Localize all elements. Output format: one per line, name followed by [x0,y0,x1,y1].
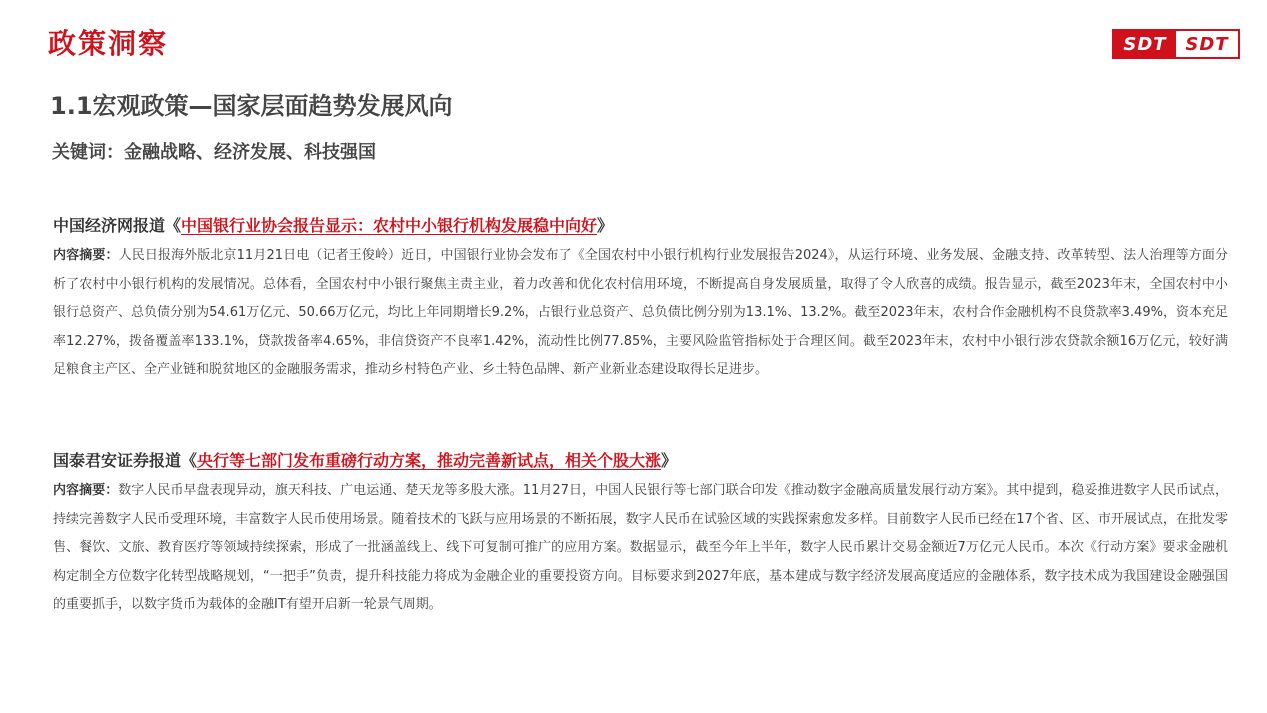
news-article [53,212,1228,385]
summary-text: 人民日报海外版北京11月21日电（记者王俊岭）近日，中国银行业协会发布了《全国农村中小银行机构行业发展报告2024》，从运行环境、业务发展、金融支持、改革转型、法人治理等方面分析了农村中小银行机构的发展情况。总体看，全国农村中小银行聚焦主责主业，着力改善和优化农村信用环境，不断提高自身发展质量，取得了令人欣喜的成绩。报告显示，截至2023年末，全国农村中小银行总资产、总负债分别为54.61万亿元、50.66万亿元，均比上年同期增长9.2%，占银行业总资产、总负债比例分别为13.1%、13.2%。截至2023年末，农村合作金融机构不良贷款率3.49%，资本充足率12.27%，拨备覆盖率133.1%，贷款拨备率4.65%，非信贷资产不良率1.42%，流动性比例77.85%，主要风险监管指标处于合理区间。截至2023年末，农村中小银行涉农贷款余额16万亿元，较好满足粮食主产区、全产业链和脱贫地区的金融服务需求，推动乡村特色产业、乡土特色品牌、新产业新业态建设取得长足进步。 [53,248,1228,377]
section-heading: 1.1宏观政策—国家层面趋势发展风向 [50,92,453,120]
article-headline [53,447,1228,475]
article-title-link[interactable]: 央行等七部门发布重磅行动方案，推动完善新试点，相关个股大涨 [197,451,662,470]
summary-text: 数字人民币早盘表现异动，旗天科技、广电运通、楚天龙等多股大涨。11月27日，中国人民银行等七部门联合印发《推动数字金融高质量发展行动方案》。其中提到，稳妥推进数字人民币试点，持续完善数字人民币受理环境，丰富数字人民币使用场景。随着技术的飞跃与应用场景的不断拓展，数字人民币在试验区域的实践探索愈发多样。目前数字人民币已经在17个省、区、市开展试点，在批发零售、餐饮、文旅、教育医疗等领域持续探索，形成了一批涵盖线上、线下可复制可推广的应用方案。数据显示，截至今年上半年，数字人民币累计交易金额近7万亿元人民币。本次《行动方案》要求金融机构定制全方位数字化转型战略规划，“一把手”负责，提升科技能力将成为金融企业的重要投资方向。目标要求到2027年底，基本建成与数字经济发展高度适应的金融体系，数字技术成为我国建设金融强国的重要抓手，以数字货币为载体的金融IT有望开启新一轮景气周期。 [53,483,1228,612]
article-source: 中国经济网报道《 [53,216,182,235]
company-logo [1112,29,1240,59]
article-summary [53,242,1228,385]
page-title: 政策洞察 [48,27,169,60]
article-headline [53,212,1228,240]
article-summary [53,477,1228,620]
summary-label: 内容摘要： [53,248,119,263]
news-article [53,447,1228,620]
article-source-close: 》 [597,216,614,235]
summary-label: 内容摘要： [53,483,119,498]
article-source-close: 》 [661,451,678,470]
article-title-link[interactable]: 中国银行业协会报告显示：农村中小银行机构发展稳中向好 [181,216,598,235]
article-source: 国泰君安证券报道《 [53,451,198,470]
logo-left-part: SDT [1114,31,1176,57]
logo-right-part: SDT [1176,31,1238,57]
keywords-line: 关键词：金融战略、经济发展、科技强国 [52,142,376,163]
